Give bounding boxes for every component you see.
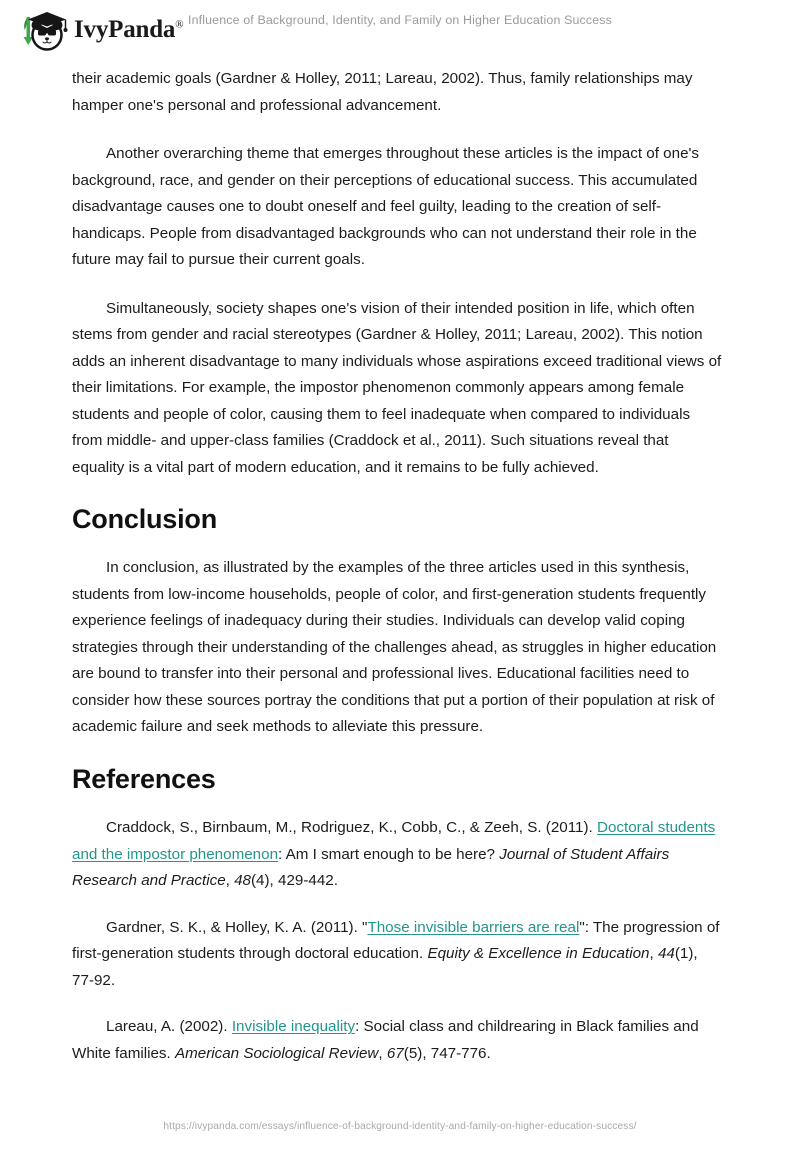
reference-journal: Equity & Excellence in Education <box>427 945 650 963</box>
reference-separator: , <box>378 1044 387 1062</box>
reference-volume: 48 <box>234 872 251 890</box>
reference-issue-pages: (5), 747-776. <box>403 1044 491 1062</box>
reference-journal: American Sociological Review <box>174 1044 379 1062</box>
reference-item <box>72 815 722 895</box>
conclusion-paragraph: In conclusion, as illustrated by the examples of the three articles used in this synthesis, students from low-income households, people of color, and first-generation students frequently experience feelings of inadequacy during their studies. Individuals can develop valid coping strategies through their understanding of the challenges ahead, as struggles in higher education are bound to transfer into their personal and professional lives. Educational facilities need to consider how these sources portray the conditions that put a portion of their population at risk of academic failure and seek methods to alleviate this pressure. <box>72 559 717 736</box>
reference-link[interactable]: Invisible inequality <box>231 1018 356 1036</box>
reference-subtitle: : Am I smart enough to be here? <box>278 845 500 863</box>
registered-trademark-symbol: ® <box>175 18 184 31</box>
reference-authors-year: Gardner, S. K., & Holley, K. A. (2011). " <box>106 918 368 936</box>
footer-source-url[interactable]: https://ivypanda.com/essays/influence-of-background-identity-and-family-on-higher-education-success/ <box>163 1121 637 1132</box>
reference-volume: 44 <box>657 945 675 963</box>
document-title: Influence of Background, Identity, and Family on Higher Education Success <box>188 13 612 27</box>
reference-item <box>72 915 722 995</box>
reference-issue-pages: (4), 429-442. <box>251 872 338 890</box>
paragraph-continued: their academic goals (Gardner & Holley, 2011; Lareau, 2002). Thus, family relationships may hamper one's personal and professional advancement. <box>72 70 693 114</box>
reference-volume: 67 <box>386 1044 404 1062</box>
page-footer <box>0 1116 800 1134</box>
reference-subtitle: ": The progression of first-generation students through doctoral education. <box>72 918 720 963</box>
reference-subtitle: : Social class and childrearing in Black families and White families. <box>72 1018 699 1062</box>
reference-link[interactable]: Those invisible barriers are real <box>367 918 580 936</box>
reference-authors-year: Craddock, S., Birnbaum, M., Rodriguez, K., Cobb, C., & Zeeh, S. (2011). <box>106 819 597 837</box>
reference-journal: Journal of Student Affairs Research and Practice <box>72 845 670 890</box>
reference-link[interactable]: Doctoral students and the impostor phenomenon <box>72 819 716 863</box>
brand-name: IvyPanda <box>74 15 176 43</box>
paragraph-society-shapes: Simultaneously, society shapes one's vision of their intended position in life, which often stems from gender and racial stereotypes (Gardner & Holley, 2011; Lareau, 2002). This notion adds an inherent disadvantage to many individuals whose aspirations exceed traditional views of their limitations. For example, the impostor phenomenon commonly appears among female students and people of color, causing them to feel inadequate when compared to individuals from middle- and upper-class families (Craddock et al., 2011). Such situations reveal that equality is a vital part of modern education, and it remains to be fully achieved. <box>72 299 722 476</box>
paragraph-overarching-theme: Another overarching theme that emerges throughout these articles is the impact of one's background, race, and gender on their perceptions of educational success. This accumulated disadvantage causes one to doubt oneself and feel guilty, leading to the creation of self-handicaps. People from disadvantaged backgrounds who can not understand their role in the future may fail to pursue their current goals. <box>72 145 700 268</box>
conclusion-heading: Conclusion <box>72 504 217 534</box>
reference-issue-pages: (1), 77-92. <box>72 945 698 989</box>
reference-separator: , <box>649 945 658 963</box>
document-body <box>72 66 722 1067</box>
reference-authors-year: Lareau, A. (2002). <box>106 1018 232 1036</box>
page-header <box>0 0 800 56</box>
references-heading: References <box>72 763 216 794</box>
reference-separator: , <box>225 872 235 890</box>
reference-item <box>72 1014 722 1067</box>
